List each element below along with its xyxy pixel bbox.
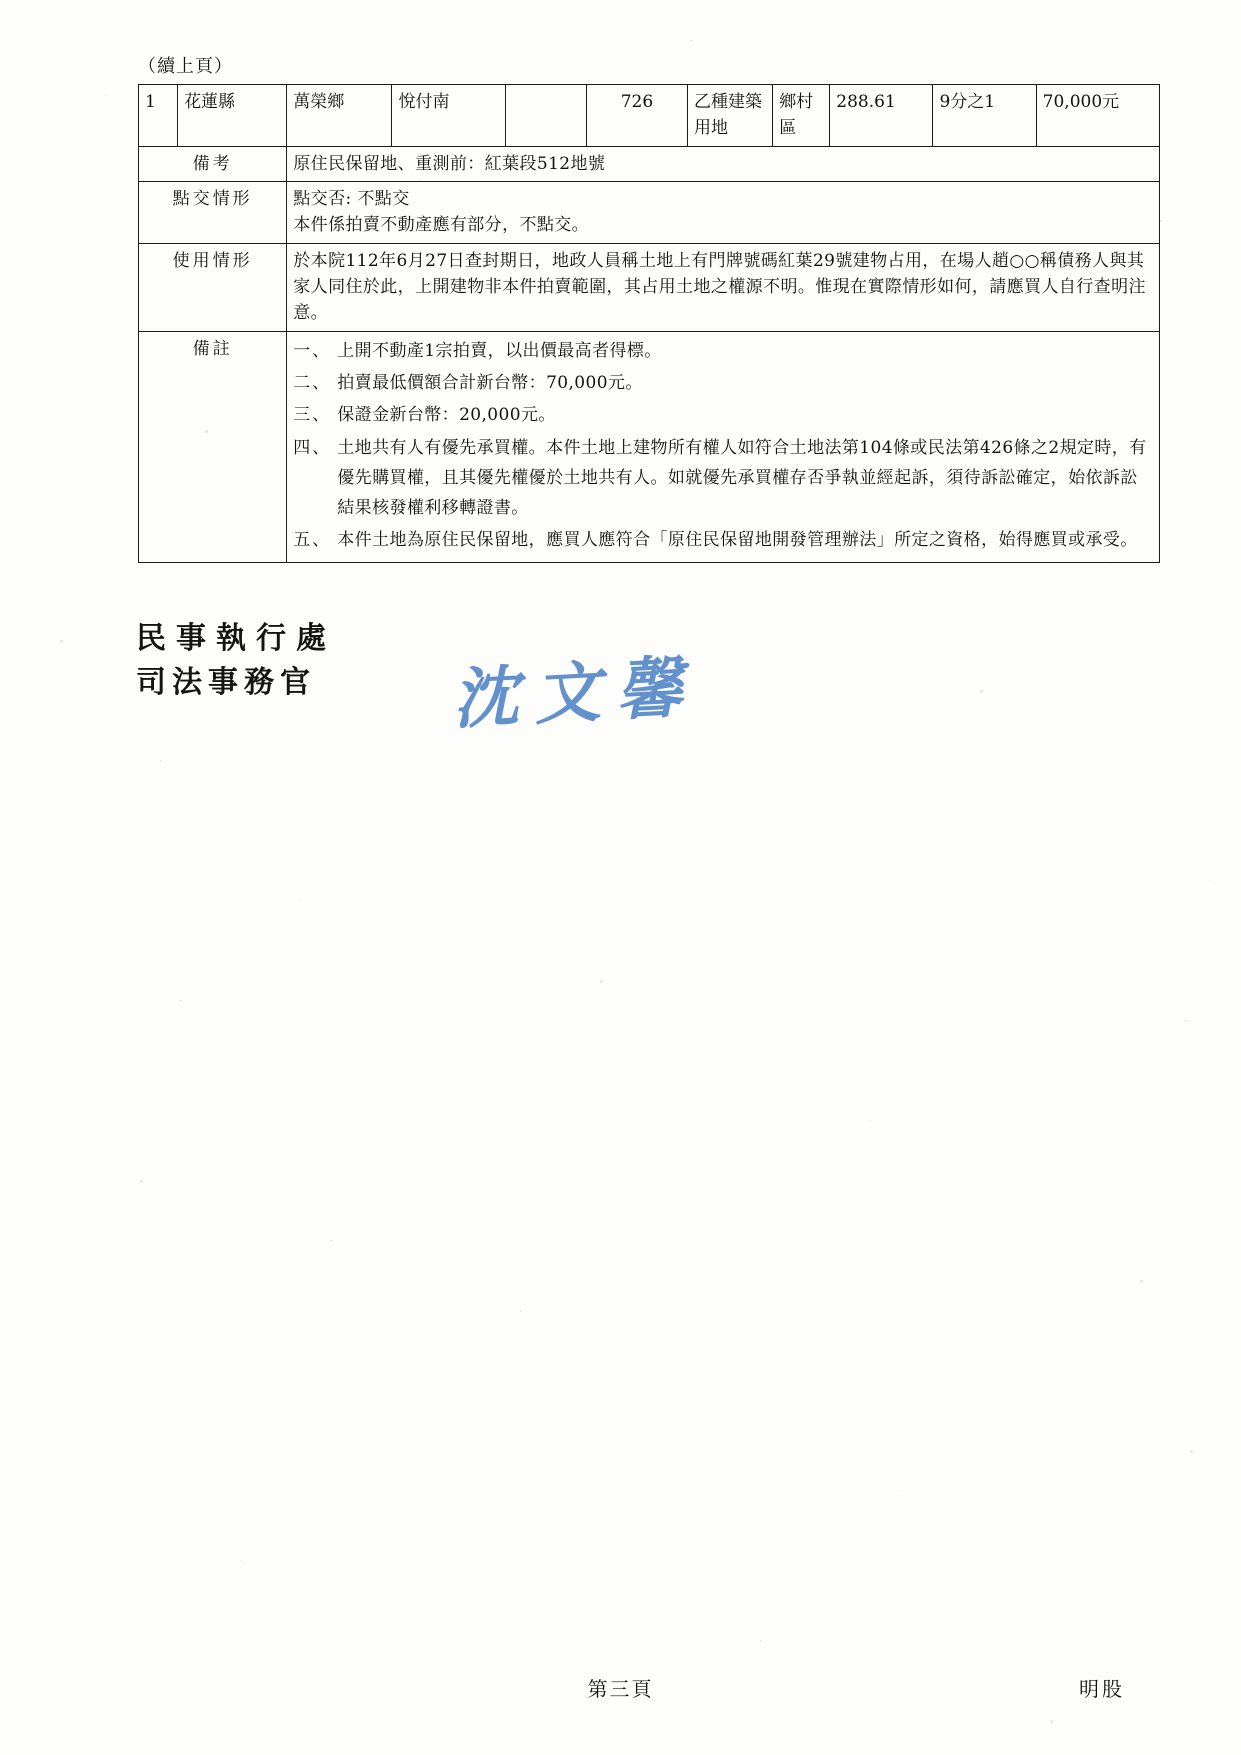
footer-stamp-text: 明股 — [1079, 1677, 1125, 1701]
handwritten-signature: 沈文馨 — [450, 647, 701, 739]
cell-share: 9分之1 — [933, 85, 1036, 147]
note-marker: 四、 — [293, 437, 332, 458]
notes-list — [293, 336, 1153, 556]
cell-county: 花蓮縣 — [178, 85, 287, 147]
label-handover: 點交情形 — [139, 182, 287, 244]
handover-line-1: 點交否: 不點交 — [293, 189, 410, 210]
cell-area: 288.61 — [830, 85, 933, 147]
value-notes — [287, 331, 1160, 562]
note-marker: 五、 — [293, 530, 332, 551]
list-item — [293, 336, 1153, 366]
table-row-usage — [139, 243, 1160, 331]
cell-price: 70,000元 — [1036, 85, 1159, 147]
list-item — [293, 433, 1153, 524]
label-remark-ref: 備考 — [139, 146, 287, 181]
handover-line-2: 本件係拍賣不動產應有部分，不點交。 — [293, 215, 590, 236]
cell-section: 悅付南 — [392, 85, 505, 147]
property-table — [138, 84, 1160, 563]
value-remark-ref: 原住民保留地、重測前：紅葉段512地號 — [287, 146, 1160, 181]
signature-line-2: 司法事務官 — [136, 664, 316, 700]
list-item — [293, 525, 1153, 555]
label-notes: 備註 — [139, 331, 287, 562]
note-text: 土地共有人有優先承買權。本件土地上建物所有權人如符合土地法第104條或民法第426條之2規定時，有優先購買權，且其優先權優於土地共有人。如就優先承買權存否爭執並經起訴，須待訴訟確定，始依訴訟結果核發權利移轉證書。 — [337, 437, 1147, 518]
cell-land-number: 726 — [586, 85, 687, 147]
table-row-handover — [139, 182, 1160, 244]
list-item — [293, 400, 1153, 430]
page-number: 第三頁 — [587, 1677, 654, 1701]
note-marker: 二、 — [293, 373, 332, 393]
cell-zone: 鄉村區 — [773, 85, 830, 147]
value-usage: 於本院112年6月27日查封期日，地政人員稱土地上有門牌號碼紅葉29號建物占用，在場人趙○○稱債務人與其家人同住於此，上開建物非本件拍賣範圍，其占用土地之權源不明。惟現在實際情形如何，請應買人自行查明注意。 — [287, 243, 1160, 331]
signature-line-1: 民事執行處 — [136, 621, 336, 656]
continuation-note: （續上頁） — [138, 56, 233, 77]
note-marker: 三、 — [293, 405, 332, 426]
note-text: 上開不動產1宗拍賣，以出價最高者得標。 — [337, 340, 662, 361]
note-text: 保證金新台幣：20,000元。 — [337, 405, 556, 426]
court-unit-signature — [136, 617, 336, 704]
cell-subsection — [505, 85, 586, 147]
table-row-remark-ref — [139, 146, 1160, 181]
cell-land-use: 乙種建築用地 — [688, 85, 773, 147]
value-handover — [287, 182, 1160, 244]
table-row-notes — [139, 331, 1160, 562]
note-text: 拍賣最低價額合計新台幣：70,000元。 — [337, 373, 643, 393]
note-marker: 一、 — [293, 340, 332, 361]
list-item — [293, 368, 1153, 398]
note-text: 本件土地為原住民保留地，應買人應符合「原住民保留地開發管理辦法」所定之資格，始得應買或承受。 — [337, 530, 1138, 551]
cell-item-no: 1 — [139, 85, 178, 147]
label-usage: 使用情形 — [139, 243, 287, 331]
cell-township: 萬榮鄉 — [287, 85, 392, 147]
table-row-property — [139, 85, 1160, 147]
